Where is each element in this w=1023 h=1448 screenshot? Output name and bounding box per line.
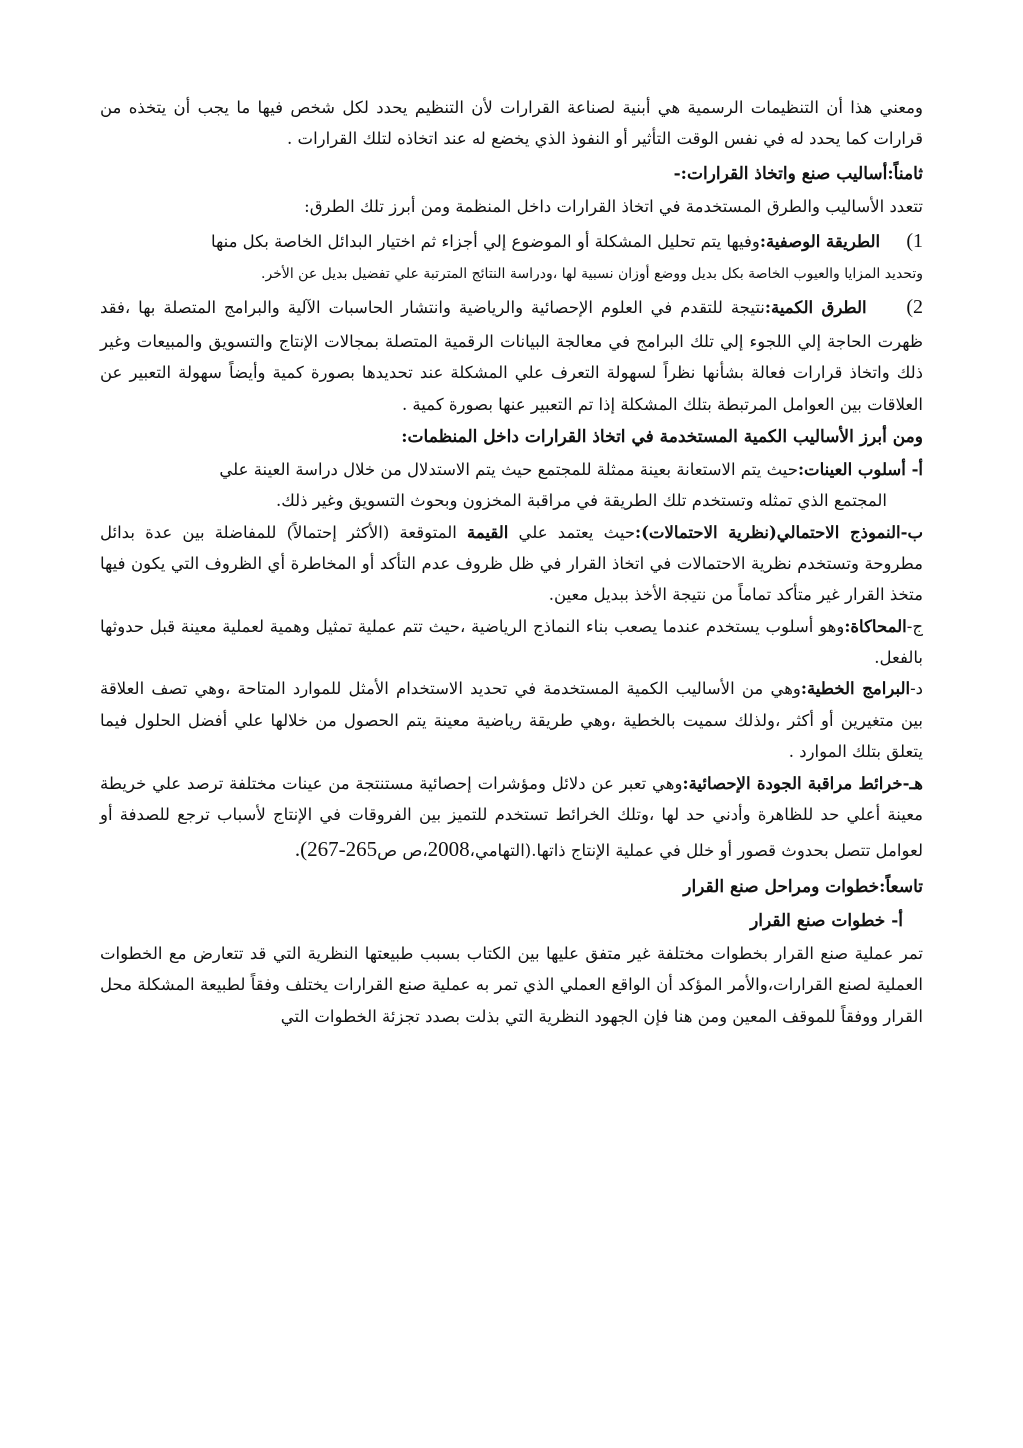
subsection-a-heading: أ- خطوات صنع القرار	[750, 911, 903, 932]
item-b-text-start: حيث يعتمد علي	[508, 522, 636, 542]
citation-pages-prefix: ،ص ص	[377, 841, 428, 861]
citation-year: 2008	[427, 837, 470, 862]
item-a-continuation: المجتمع الذي تمثله وتستخدم تلك الطريقة في مراقبة المخزون وبحوث التسويق وغير ذلك.	[276, 491, 887, 511]
citation-author: (التهامي،	[469, 841, 532, 861]
method-two-number: 2)	[906, 296, 923, 319]
item-a-title: أ- أسلوب العينات:	[797, 460, 923, 480]
item-d-title: البرامج الخطية:	[800, 679, 911, 699]
intro-paragraph: ومعني هذا أن التنظيمات الرسمية هي أبنية لصناعة القرارات لأن التنظيم يحدد لكل شخص فيها ما يجب أن يتخذه من قرارات كما يحدد له في نفس الوقت التأثير أو النفوذ الذي يخضع له عند اتخاذه لتلك القرارات .	[100, 98, 923, 149]
item-e-title: هـ-خرائط مراقبة الجودة الإحصائية:	[682, 773, 923, 793]
method-one-number: 1)	[906, 230, 923, 253]
item-b-bold-word: القيمة	[467, 522, 509, 542]
item-b-text-end: المتوقعة (الأكثر إحتمالاً) للمفاضلة بين عدة بدائل مطروحة وتستخدم نظرية الاحتمالات في اتخاذ القرار في ظل ظروف عدم التأكد أو المخاطرة أي الظروف التي يكون فيها متخذ القرار غير متأكد تماماً من نتيجة الأخذ ببديل معين.	[100, 522, 923, 605]
item-d-prefix: د-	[910, 679, 923, 699]
citation-pages: 265-267).	[294, 837, 378, 862]
item-e	[100, 768, 923, 871]
section-eight-heading: ثامناً:أساليب صنع واتخاذ القرارات:-	[673, 163, 923, 184]
method-two-title: الطرق الكمية:	[764, 298, 867, 318]
item-b	[100, 517, 923, 611]
method-one	[100, 222, 923, 260]
item-d-text: وهي من الأساليب الكمية المستخدمة في تحديد الاستخدام الأمثل للموارد المتاحة ،وهي تصف العلاقة بين متغيرين أو أكثر ،ولذلك سميت بالخطية ،وهي طريقة رياضية معينة يتم الحصول من خلالها علي أفضل الحلول فيما يتعلق بتلك الموارد .	[100, 679, 923, 762]
item-c	[100, 611, 923, 674]
method-one-title: الطريقة الوصفية:	[759, 232, 881, 252]
quantitative-methods-heading: ومن أبرز الأساليب الكمية المستخدمة في اتخاذ القرارات داخل المنظمات:	[401, 427, 923, 448]
method-two-text: نتيجة للتقدم في العلوم الإحصائية والرياضية وانتشار الحاسبات الآلية والبرامج المتصلة بها ،فقد ظهرت الحاجة إلي اللجوء إلي تلك البرامج في معالجة البيانات الرقمية المتصلة بمجالات الإنتاج والتسويق والمبيعات وغير ذلك واتخاذ قرارات فعالة بشأنها نظراً لسهولة التعرف علي المشكلة عند تحديدها بصورة كمية وأيضاً سهولة التعبير عن العلاقات بين العوامل المرتبطة بتلك المشكلة إذا تم التعبير عنها بصورة كمية .	[100, 298, 923, 414]
item-c-title: المحاكاة:	[844, 616, 907, 636]
item-c-text: وهو أسلوب يستخدم عندما يصعب بناء النماذج الرياضية ،حيث تتم عملية تمثيل وهمية لعملية معينة قبل حدوثها بالفعل.	[100, 616, 923, 668]
method-one-continuation: وتحديد المزايا والعيوب الخاصة بكل بديل ووضع أوزان نسبية لها ،ودراسة النتائج المترتبة علي تفضيل بديل عن الأخر.	[261, 266, 923, 283]
final-paragraph: تمر عملية صنع القرار بخطوات مختلفة غير متفق عليها بين الكتاب بسبب طبيعتها النظرية التي قد تتعارض مع الخطوات العملية لصنع القرارات،والأمر المؤكد أن الواقع العملي الذي تمر به عملية صنع القرارات يختلف وفقاً لطبيعة المشكلة محل القرار ووفقاً للموقف المعين ومن هنا فإن الجهود النظرية التي بذلت بصدد تجزئة الخطوات التي	[100, 944, 923, 1026]
item-e-text: وهي تعبر عن دلائل ومؤشرات إحصائية مستنتجة من عينات مختلفة ترصد علي خريطة معينة أعلي حد للظاهرة وأدني حد لها ،وتلك الخرائط تستخدم للتميز بين الفروقات في الإنتاج لأسباب ترجع للصدفة أو لعوامل تتصل بحدوث قصور أو خلل في عملية الإنتاج ذاتها.	[100, 773, 923, 861]
citation	[294, 837, 532, 862]
methods-intro: تتعدد الأساليب والطرق المستخدمة في اتخاذ القرارات داخل المنظمة ومن أبرز تلك الطرق:	[304, 196, 923, 216]
section-nine-heading: تاسعاً:خطوات ومراحل صنع القرار	[683, 877, 923, 898]
item-b-title: ب-النموذج الاحتمالي(نظرية الاحتمالات):	[635, 522, 923, 542]
item-d	[100, 673, 923, 767]
method-two	[100, 288, 923, 420]
item-c-prefix: ج-	[906, 616, 923, 636]
item-a	[100, 454, 923, 485]
method-one-text: وفيها يتم تحليل المشكلة أو الموضوع إلي أجزاء ثم اختيار البدائل الخاصة بكل منها	[210, 232, 760, 252]
item-a-text: حيث يتم الاستعانة بعينة ممثلة للمجتمع حيث يتم الاستدلال من خلال دراسة العينة علي	[219, 460, 798, 480]
